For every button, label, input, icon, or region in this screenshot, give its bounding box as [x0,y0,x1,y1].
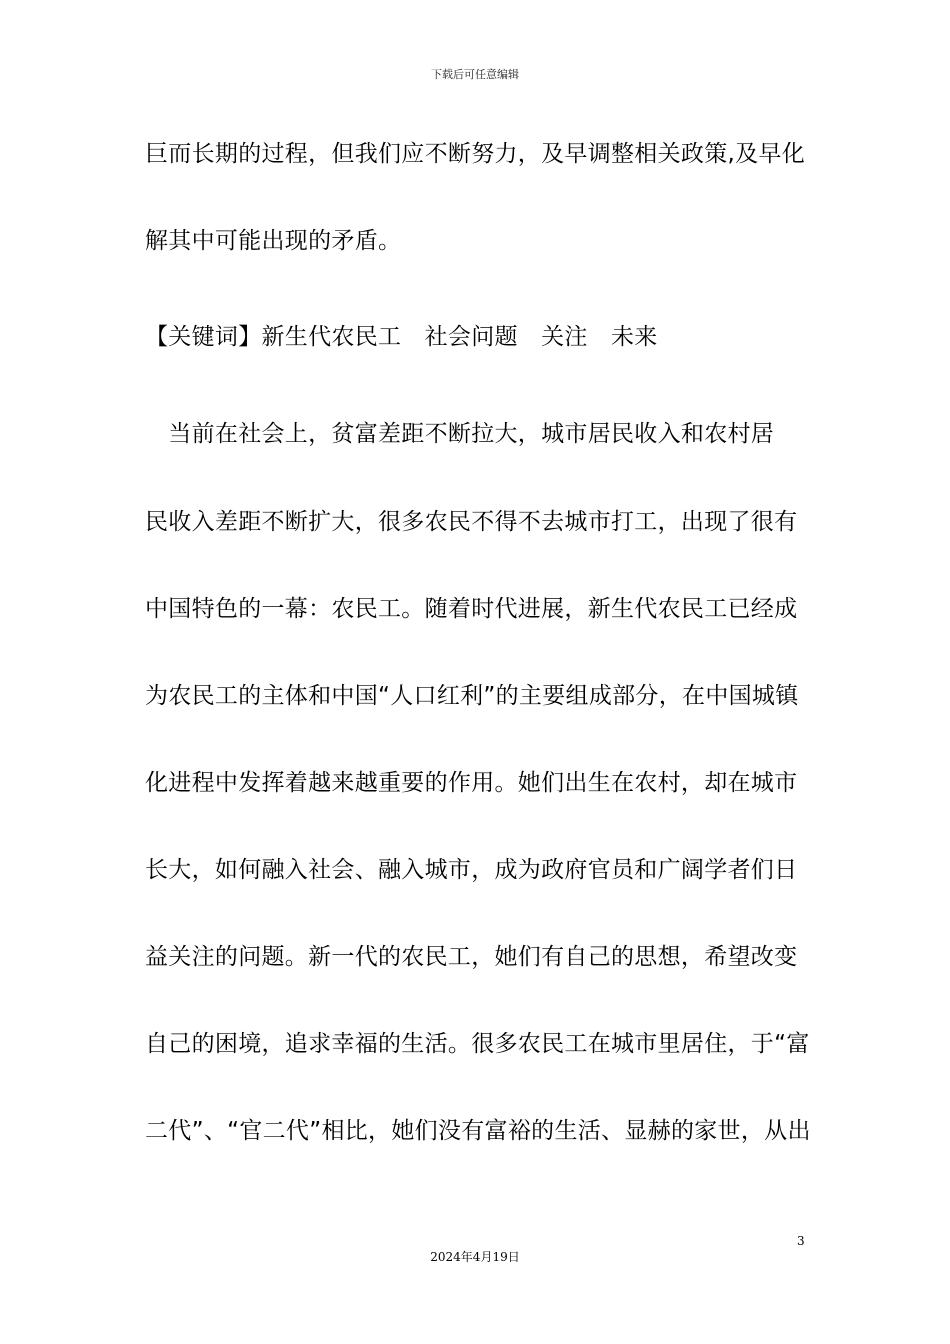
body-line: 长大，如何融入社会、融入城市，成为政府官员和广阔学者们日 [145,857,798,883]
body-line: 中国特色的一幕：农民工。随着时代进展，新生代农民工已经成 [145,596,798,622]
body-line: 二代”、“官二代”相比，她们没有富裕的生活、显赫的家世，从出 [145,1118,811,1144]
body-line: 化进程中发挥着越来越重要的作用。她们出生在农村，却在城市 [145,770,798,796]
body-line: 当前在社会上，贫富差距不断拉大，城市居民收入和农村居 [145,421,775,447]
footer-date: 2024年4月19日 [430,1250,520,1264]
keywords-line: 【关键词】新生代农民工 社会问题 关注 未来 [145,324,658,350]
header-note: 下载后可任意编辑 [431,68,519,81]
body-line: 为农民工的主体和中国“人口红利”的主要组成部分，在中国城镇 [145,683,799,709]
body-line: 自己的困境，追求幸福的生活。很多农民工在城市里居住，于“富 [145,1031,810,1057]
page-number: 3 [797,1234,805,1248]
body-line: 解其中可能出现的矛盾。 [145,228,402,254]
body-line: 巨而长期的过程，但我们应不断努力，及早调整相关政策,及早化 [145,141,806,167]
body-line: 益关注的问题。新一代的农民工，她们有自己的思想，希望改变 [145,944,798,970]
body-line: 民收入差距不断扩大，很多农民不得不去城市打工，出现了很有 [145,509,798,535]
